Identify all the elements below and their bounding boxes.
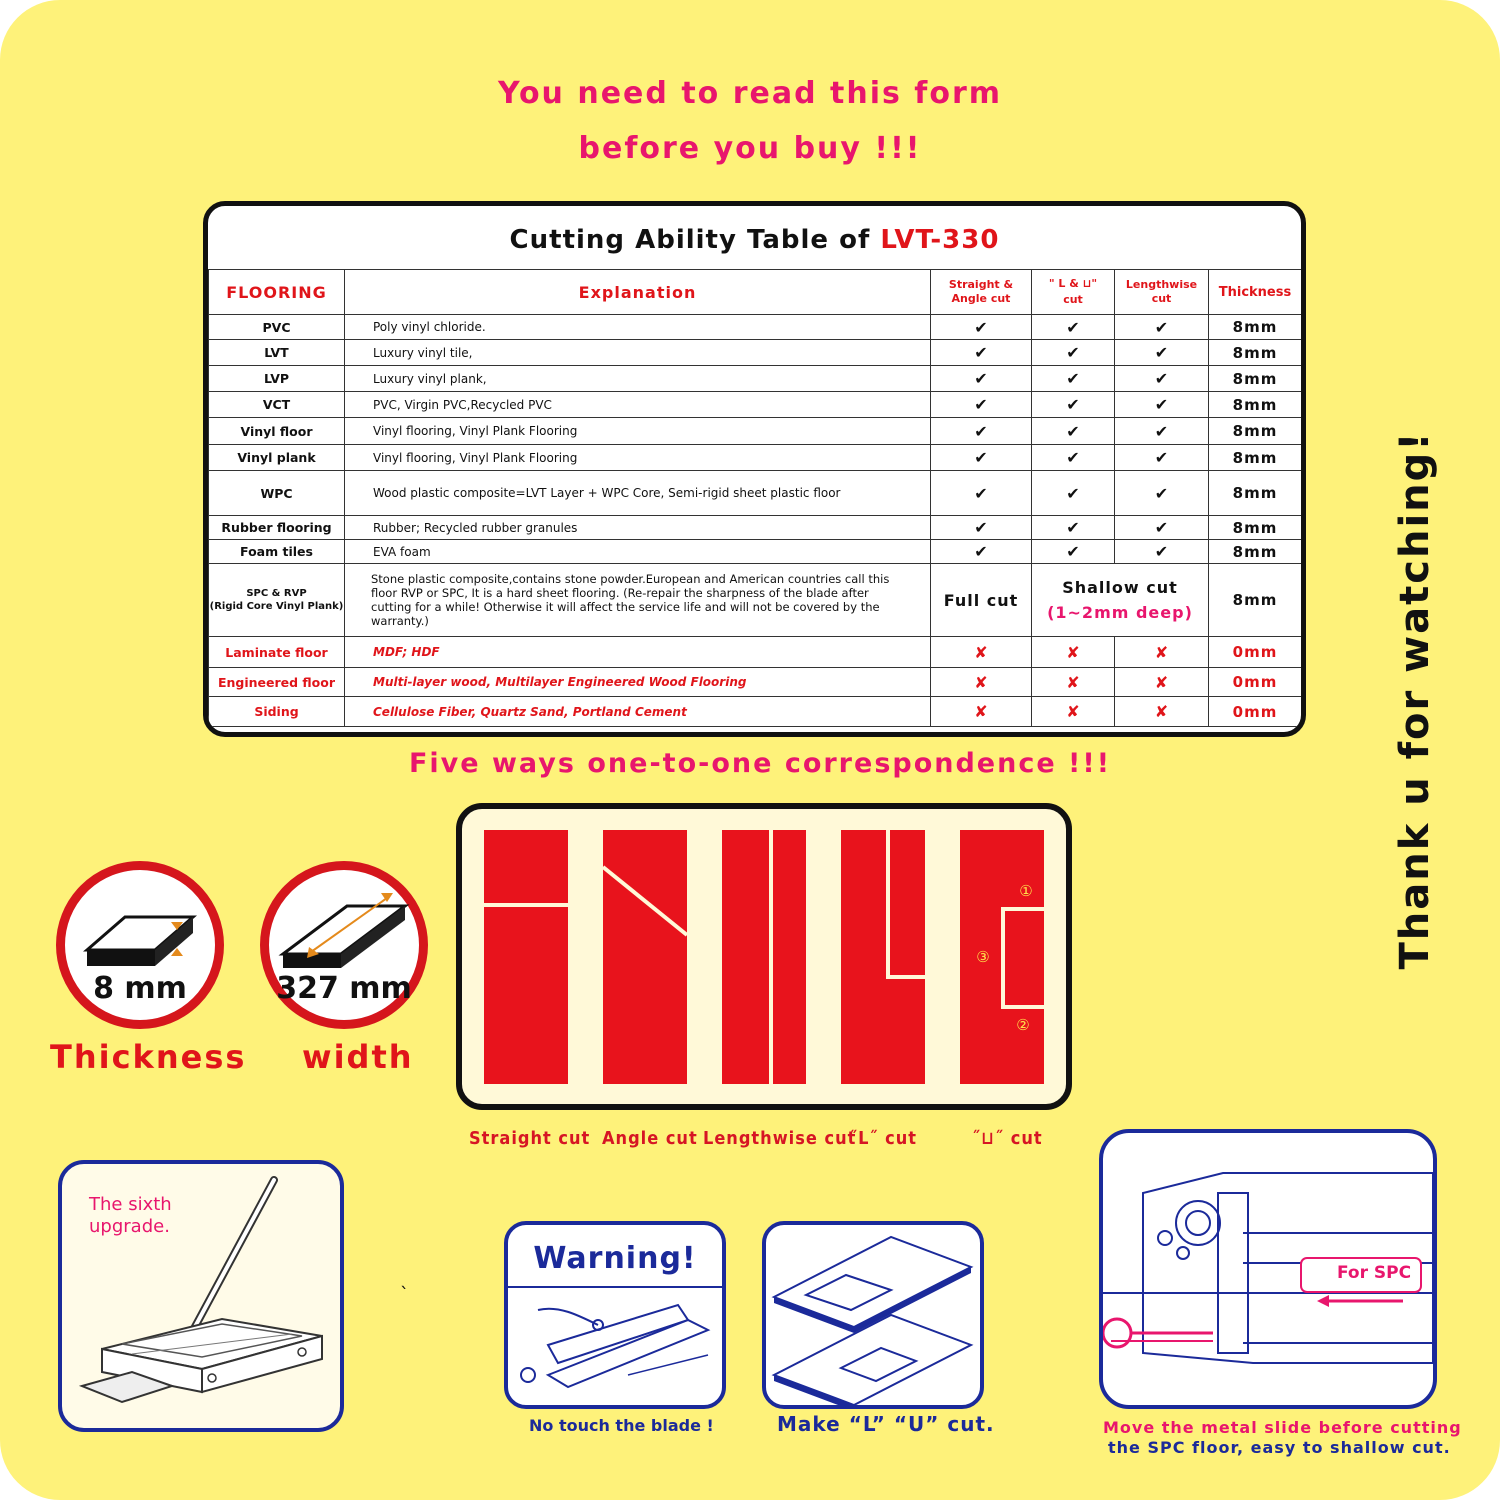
row-thickness: 8mm <box>1209 516 1302 540</box>
five-ways-heading: Five ways one-to-one correspondence !!! <box>408 748 1112 779</box>
header-straight-angle: Straight & Angle cut <box>931 270 1032 315</box>
row-explanation: Cellulose Fiber, Quartz Sand, Portland Cement <box>345 697 931 727</box>
row-l-u: ✔ <box>1032 471 1115 516</box>
row-l-u: ✘ <box>1032 697 1115 727</box>
warning-title: Warning! <box>533 1241 697 1276</box>
row-explanation: EVA foam <box>345 540 931 564</box>
row-lengthwise: ✘ <box>1115 637 1209 668</box>
row-name: Foam tiles <box>209 540 345 564</box>
table-title <box>208 206 1301 269</box>
lu-cut-card <box>762 1221 984 1409</box>
row-thickness: 8mm <box>1209 418 1302 445</box>
width-badge <box>260 861 428 1029</box>
row-thickness: 8mm <box>1209 392 1302 418</box>
row-l-u: ✔ <box>1032 418 1115 445</box>
row-straight-angle: ✔ <box>931 418 1032 445</box>
cutter-machine-illustration <box>62 1164 340 1428</box>
row-explanation: Wood plastic composite=LVT Layer + WPC Core, Semi-rigid sheet plastic floor <box>345 471 931 516</box>
row-explanation: Vinyl flooring, Vinyl Plank Flooring <box>345 445 931 471</box>
row-thickness: 8mm <box>1209 366 1302 392</box>
upgrade-card <box>58 1160 344 1432</box>
row-name: Vinyl floor <box>209 418 345 445</box>
row-explanation: Poly vinyl chloride. <box>345 315 931 340</box>
warning-card <box>504 1221 726 1409</box>
ability-grid <box>208 269 1302 727</box>
cut-diagrams <box>462 809 1066 1104</box>
row-name: PVC <box>209 315 345 340</box>
stray-tick-mark: ` <box>400 1284 409 1305</box>
row-thickness: 0mm <box>1209 668 1302 697</box>
table-header-row <box>209 270 1302 315</box>
row-straight-angle: ✔ <box>931 540 1032 564</box>
row-thickness: 8mm <box>1209 471 1302 516</box>
row-thickness: 0mm <box>1209 637 1302 668</box>
row-straight-angle: ✘ <box>931 668 1032 697</box>
cut-demonstration-panel <box>456 803 1072 1110</box>
row-thickness: 8mm <box>1209 315 1302 340</box>
full-cut-cell: Full cut <box>931 564 1032 637</box>
row-lengthwise: ✔ <box>1115 315 1209 340</box>
row-name: WPC <box>209 471 345 516</box>
row-lengthwise: ✔ <box>1115 366 1209 392</box>
shallow-cut-cell: Shallow cut (1~2mm deep) <box>1032 564 1209 637</box>
row-lengthwise: ✔ <box>1115 392 1209 418</box>
thickness-value: 8 mm <box>93 971 187 1006</box>
table-row <box>209 418 1302 445</box>
row-straight-angle: ✔ <box>931 340 1032 366</box>
row-straight-angle: ✘ <box>931 637 1032 668</box>
row-lengthwise: ✘ <box>1115 697 1209 727</box>
thank-you-vertical-text: Thank u for watching! <box>1392 430 1438 970</box>
row-explanation: Rubber; Recycled rubber granules <box>345 516 931 540</box>
row-straight-angle: ✔ <box>931 315 1032 340</box>
row-lengthwise: ✔ <box>1115 418 1209 445</box>
lu-cut-caption: Make “L” “U” cut. <box>777 1412 995 1436</box>
row-name: Laminate floor <box>209 637 345 668</box>
row-l-u: ✔ <box>1032 315 1115 340</box>
u-cut-marker-2: ② <box>1016 1016 1030 1034</box>
row-name: Engineered floor <box>209 668 345 697</box>
row-l-u: ✔ <box>1032 366 1115 392</box>
upgrade-text: The sixth upgrade. <box>89 1194 172 1237</box>
l-cut-diagram <box>841 830 925 1084</box>
row-name: Rubber flooring <box>209 516 345 540</box>
row-lengthwise: ✔ <box>1115 471 1209 516</box>
spc-caption-line-2: the SPC floor, easy to shallow cut. <box>1108 1438 1451 1457</box>
table-title-model: LVT-330 <box>880 225 1000 255</box>
row-lengthwise: ✔ <box>1115 540 1209 564</box>
row-thickness: 8mm <box>1209 540 1302 564</box>
row-lengthwise: ✘ <box>1115 668 1209 697</box>
table-row <box>209 516 1302 540</box>
row-straight-angle: ✘ <box>931 697 1032 727</box>
warning-caption: No touch the blade ! <box>529 1416 714 1435</box>
table-row <box>209 445 1302 471</box>
row-name: VCT <box>209 392 345 418</box>
row-name: LVP <box>209 366 345 392</box>
thickness-label: Thickness <box>50 1038 247 1076</box>
header-l-u-cut: " L & ⊔" cut <box>1032 270 1115 315</box>
row-thickness: 8mm <box>1209 564 1302 637</box>
heading-line-2: before you buy !!! <box>578 131 922 166</box>
table-row-spc <box>209 564 1302 637</box>
label-lengthwise-cut: Lengthwise cut <box>703 1128 857 1149</box>
header-thickness: Thickness <box>1209 270 1302 315</box>
row-lengthwise: ✔ <box>1115 340 1209 366</box>
straight-cut-diagram <box>484 830 568 1084</box>
row-l-u: ✘ <box>1032 637 1115 668</box>
table-row <box>209 366 1302 392</box>
label-angle-cut: Angle cut <box>602 1128 698 1149</box>
spc-caption-line-1: Move the metal slide before cutting <box>1103 1418 1462 1437</box>
row-straight-angle: ✔ <box>931 445 1032 471</box>
row-explanation: MDF; HDF <box>345 637 931 668</box>
u-cut-diagram <box>960 830 1044 1084</box>
table-row <box>209 340 1302 366</box>
header-flooring: FLOORING <box>209 270 345 315</box>
table-row <box>209 392 1302 418</box>
row-lengthwise: ✔ <box>1115 445 1209 471</box>
u-cut-marker-3: ③ <box>976 948 990 966</box>
for-spc-badge: For SPC <box>1337 1263 1412 1283</box>
row-explanation: Stone plastic composite,contains stone powder.European and American countries call this floor RVP or SPC, It is a hard sheet flooring. (Re-repair the sharpness of the blade after cutting for a while! Otherwise it will affect the service life and will not be covered by the warranty.) <box>345 564 931 637</box>
table-row <box>209 637 1302 668</box>
table-row <box>209 471 1302 516</box>
spc-slide-card <box>1099 1129 1437 1409</box>
row-explanation: Luxury vinyl plank, <box>345 366 931 392</box>
table-title-prefix: Cutting Ability Table of <box>509 225 881 255</box>
row-name: Siding <box>209 697 345 727</box>
table-row <box>209 315 1302 340</box>
blade-warning-illustration <box>508 1225 722 1405</box>
heading-line-1: You need to read this form <box>497 76 1003 111</box>
row-name: Vinyl plank <box>209 445 345 471</box>
row-l-u: ✔ <box>1032 516 1115 540</box>
row-thickness: 8mm <box>1209 340 1302 366</box>
row-explanation: Vinyl flooring, Vinyl Plank Flooring <box>345 418 931 445</box>
row-straight-angle: ✔ <box>931 516 1032 540</box>
row-name: SPC & RVP (Rigid Core Vinyl Plank) <box>209 564 345 637</box>
table-row <box>209 668 1302 697</box>
row-l-u: ✔ <box>1032 392 1115 418</box>
row-l-u: ✔ <box>1032 445 1115 471</box>
header-explanation: Explanation <box>345 270 931 315</box>
lengthwise-cut-diagram <box>722 830 806 1084</box>
row-name: LVT <box>209 340 345 366</box>
row-explanation: PVC, Virgin PVC,Recycled PVC <box>345 392 931 418</box>
row-straight-angle: ✔ <box>931 366 1032 392</box>
row-straight-angle: ✔ <box>931 392 1032 418</box>
row-thickness: 0mm <box>1209 697 1302 727</box>
table-row <box>209 540 1302 564</box>
row-straight-angle: ✔ <box>931 471 1032 516</box>
label-u-cut: ˝⊔˝ cut <box>972 1128 1043 1149</box>
width-label: width <box>302 1038 414 1076</box>
header-lengthwise: Lengthwise cut <box>1115 270 1209 315</box>
thickness-badge <box>56 861 224 1029</box>
row-lengthwise: ✔ <box>1115 516 1209 540</box>
row-explanation: Multi-layer wood, Multilayer Engineered Wood Flooring <box>345 668 931 697</box>
label-straight-cut: Straight cut <box>469 1128 591 1149</box>
table-row <box>209 697 1302 727</box>
row-l-u: ✘ <box>1032 668 1115 697</box>
row-thickness: 8mm <box>1209 445 1302 471</box>
row-l-u: ✔ <box>1032 340 1115 366</box>
row-l-u: ✔ <box>1032 540 1115 564</box>
cutting-ability-table <box>203 201 1306 737</box>
lu-cut-illustration <box>766 1225 980 1405</box>
u-cut-marker-1: ① <box>1019 882 1033 900</box>
row-explanation: Luxury vinyl tile, <box>345 340 931 366</box>
angle-cut-diagram <box>603 830 687 1084</box>
label-l-cut: ˝L˝ cut <box>849 1128 918 1149</box>
width-value: 327 mm <box>276 971 412 1006</box>
